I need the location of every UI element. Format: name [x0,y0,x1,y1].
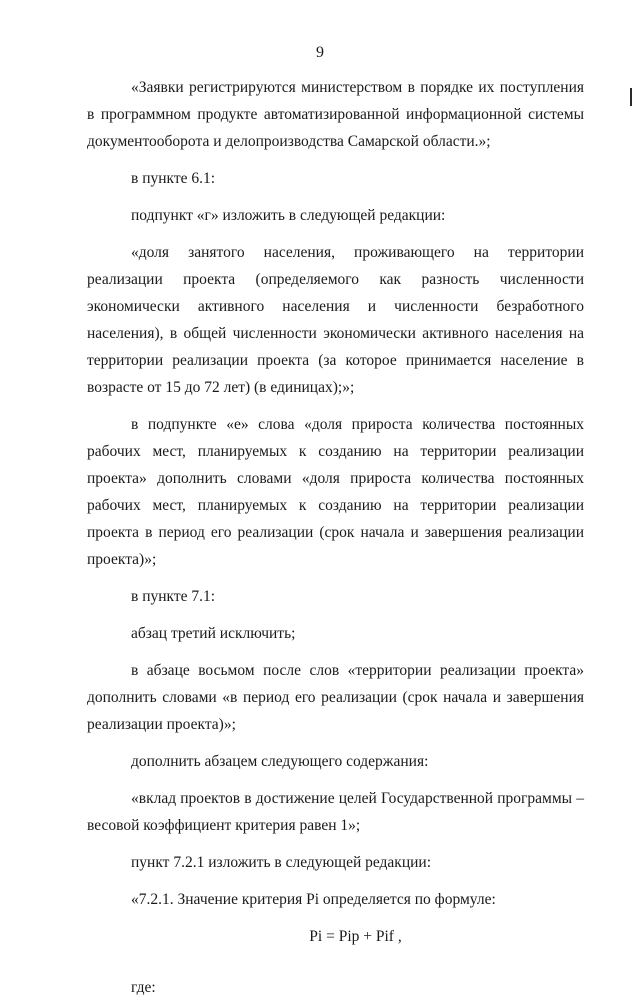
document-body [87,74,584,1001]
paragraph-employed-population-share: «доля занятого населения, проживающего на территории реализации проекта (определяемого как разность численности экономически активного населения и численности безработного населения), в общей численности экономически активного населения на территории реализации проекта (за которое принимается население в возрасте от 15 до 72 лет) (в единицах);»; [87,244,584,396]
paragraph-add-abzac: дополнить абзацем следующего содержания: [131,753,429,770]
paragraph-project-contribution: «вклад проектов в достижение целей Государственной программы – весовой коэффициент критерия равен 1»; [87,790,584,834]
formula: Pi = Pip + Pif , [309,928,402,945]
paragraph-clause-7-2-1: пункт 7.2.1 изложить в следующей редакции: [131,854,432,871]
where-label: где: [131,979,156,996]
paragraph-subclause-e: в подпункте «е» слова «доля прироста количества постоянных рабочих мест, планируемых к созданию на территории реализации проекта» дополнить словами «доля прироста количества постоянных рабочих мест, планируемых к созданию на территории реализации проекта в период его реализации (срок начала и завершения реализации проекта)»; [87,416,584,568]
scan-margin-mark [630,88,632,106]
paragraph-subclause-g: подпункт «г» изложить в следующей редакции: [131,207,446,224]
paragraph-clause-7-1: в пункте 7.1: [131,588,216,605]
paragraph-eighth-abzac: в абзаце восьмом после слов «территории реализации проекта» дополнить словами «в период его реализации (срок начала и завершения реализации проекта)»; [87,662,584,733]
paragraph-clause-6-1: в пункте 6.1: [131,170,216,187]
paragraph-criterion-value: «7.2.1. Значение критерия Pi определяется по формуле: [131,891,496,908]
paragraph-applications-registration: «Заявки регистрируются министерством в порядке их поступления в программном продукте автоматизированной информационной системы документооборота и делопроизводства Самарской области.»; [87,79,584,150]
page-number: 9 [316,44,324,61]
paragraph-third-abzac: абзац третий исключить; [131,625,296,642]
